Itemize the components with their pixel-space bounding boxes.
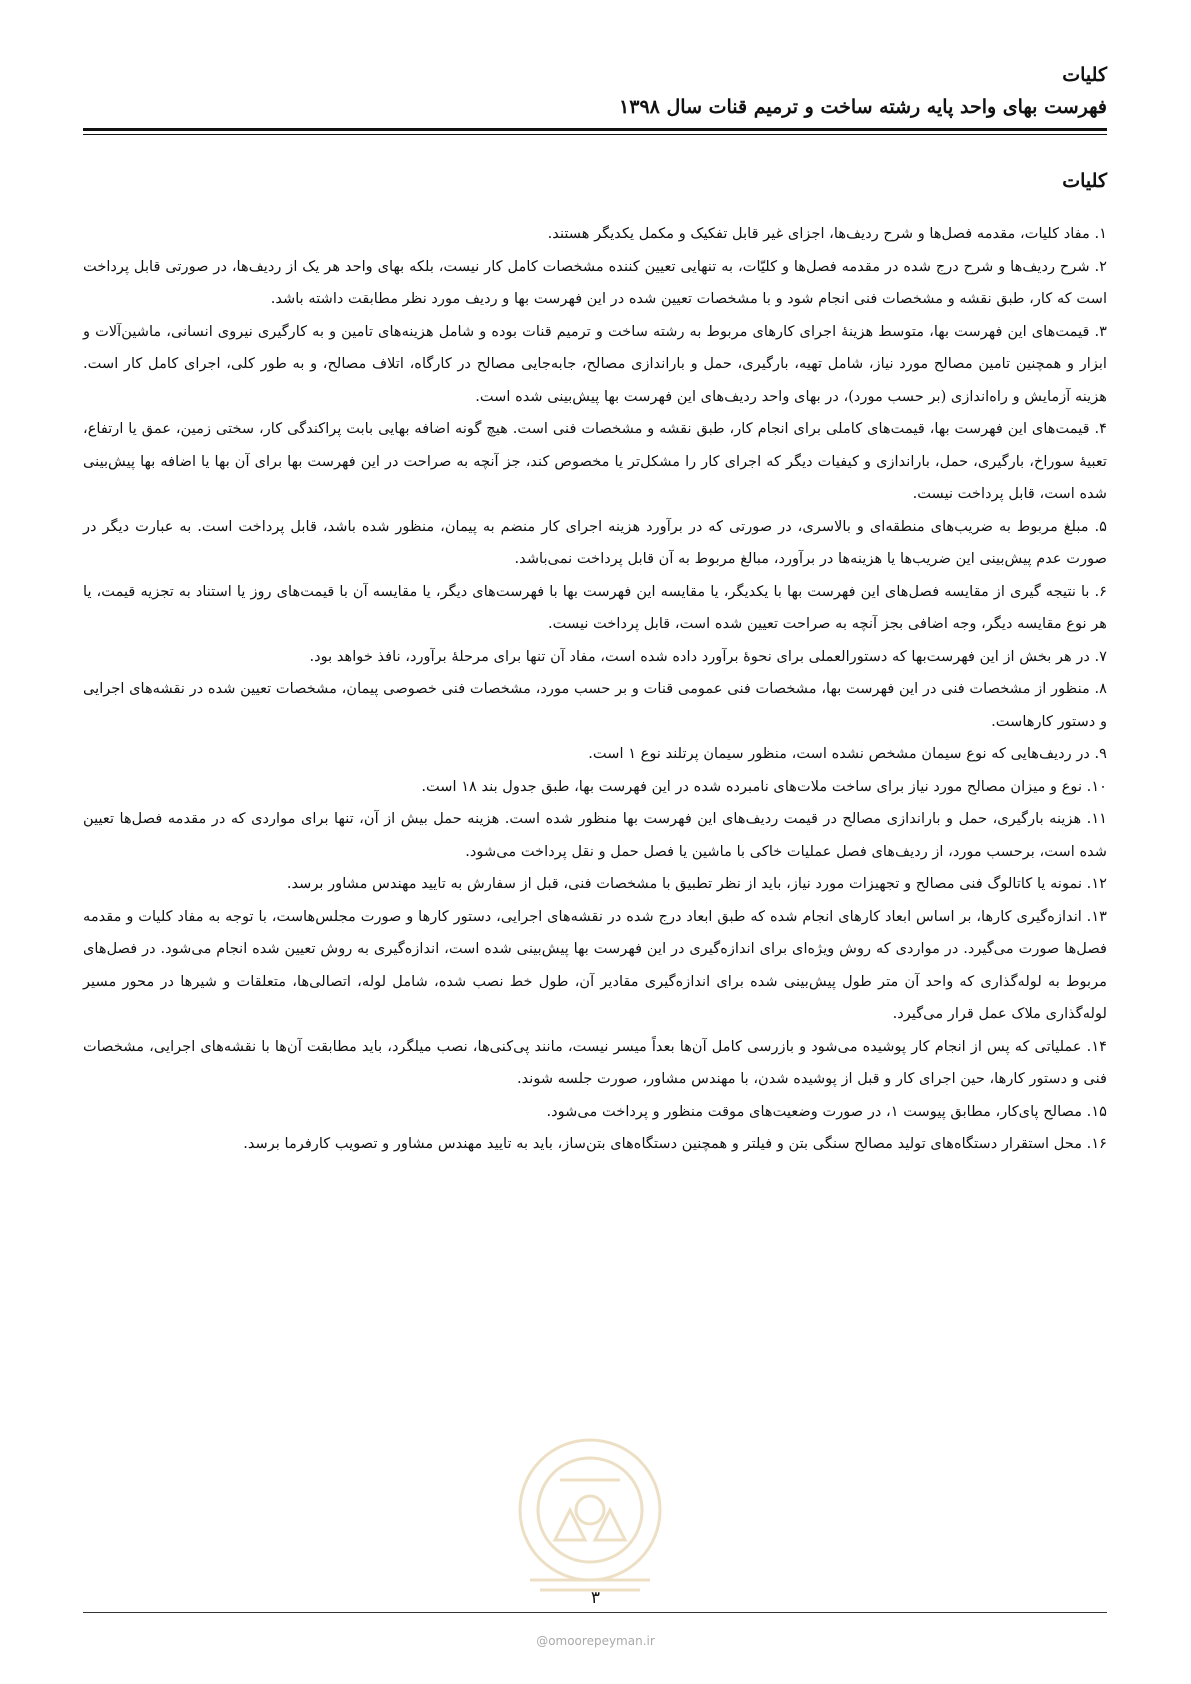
header-title: فهرست بهای واحد پایه رشته ساخت و ترمیم قنات سال ۱۳۹۸: [619, 96, 1107, 118]
paragraph-6: ۶. با نتیجه گیری از مقایسه فصل‌های این فهرست بها با یکدیگر، یا مقایسه این فهرست بها با فهرست‌های دیگر، یا مقایسه آن با قیمت‌های روز یا استناد به تجزیه قیمت، یا هر نوع مقایسه دیگر، وجه اضافی بجز آنچه به صراحت تعیین شده است، قابل پرداخت نیست.: [83, 582, 1107, 632]
paragraph-11: ۱۱. هزینه بارگیری، حمل و باراندازی مصالح در قیمت ردیف‌های این فهرست بها منظور شده است. هزینه حمل بیش از آن، تنها برای مواردی که در مقدمه فصل‌ها تعیین شده است، برحسب مورد، از ردیف‌های فصل عملیات خاکی با ماشین یا فصل حمل و نقل پرداخت می‌شود.: [83, 810, 1107, 860]
section-title: کلیات: [1062, 170, 1107, 192]
header-chapter: کلیات: [1062, 64, 1107, 86]
paragraph-1: ۱. مفاد کلیات، مقدمه فصل‌ها و شرح ردیف‌ها، اجزای غیر قابل تفکیک و مکمل یکدیگر هستند.: [547, 225, 1107, 242]
body-text: [83, 218, 1107, 1161]
watermark-seal-icon: [510, 1430, 670, 1600]
paragraph-8: ۸. منظور از مشخصات فنی در این فهرست بها، مشخصات فنی عمومی قنات و بر حسب مورد، مشخصات فنی خصوصی پیمان، مشخصات تعیین شده در نقشه‌های اجرایی و دستور کارهاست.: [83, 680, 1107, 730]
paragraph-10: ۱۰. نوع و میزان مصالح مورد نیاز برای ساخت ملات‌های نامبرده شده در این فهرست بها، طبق جدول بند ۱۸ است.: [421, 777, 1107, 795]
paragraph-3: ۳. قیمت‌های این فهرست بها، متوسط هزینهٔ اجرای کارهای مربوط به رشته ساخت و ترمیم قنات بوده و شامل هزینه‌های تامین و به کارگیری نیروی انسانی، ماشین‌آلات و ابزار و همچنین تامین مصالح مورد نیاز، شامل تهیه، بارگیری، حمل و باراندازی مصالح، جابه‌جایی مصالح در کارگاه، اتلاف مصالح، و به طور کلی، اجرای کامل کار است. هزینه آزمایش و راه‌اندازی (بر حسب مورد)، در بهای واحد ردیف‌های این فهرست بها پیش‌بینی شده است.: [83, 322, 1107, 405]
paragraph-9: ۹. در ردیف‌هایی که نوع سیمان مشخص نشده است، منظور سیمان پرتلند نوع ۱ است.: [588, 745, 1107, 762]
paragraph-13: ۱۳. اندازه‌گیری کارها، بر اساس ابعاد کارهای انجام شده که طبق ابعاد درج شده در نقشه‌های اجرایی، دستور کارها و صورت مجلس‌هاست، با توجه به مفاد کلیات و مقدمه فصل‌ها صورت می‌گیرد. در مواردی که روش ویژه‌ای برای اندازه‌گیری در این فهرست بها پیش‌بینی شده است، اندازه‌گیری به روش تعیین شده انجام می‌شود. در فصل‌های مربوط به لوله‌گذاری که واحد آن متر طول پیش‌بینی شده برای اندازه‌گیری مقادیر آن، طول خط نصب شده، شامل لوله، اتصالی‌ها، متعلقات و شیرها در محور مسیر لوله‌گذاری ملاک عمل قرار می‌گیرد.: [83, 907, 1107, 1022]
paragraph-7: ۷. در هر بخش از این فهرست‌بها که دستورالعملی برای نحوهٔ برآورد داده شده است، مفاد آن تنها برای مرحلهٔ برآورد، نافذ خواهد بود.: [309, 647, 1107, 665]
paragraph-16: ۱۶. محل استقرار دستگاه‌های تولید مصالح سنگی بتن و فیلتر و همچنین دستگاه‌های بتن‌ساز، باید به تایید مهندس مشاور و تصویب کارفرما برسد.: [243, 1135, 1107, 1152]
paragraph-14: ۱۴. عملیاتی که پس از انجام کار پوشیده می‌شود و بازرسی کامل آن‌ها بعداً میسر نیست، مانند پی‌کنی‌ها، نصب میلگرد، باید مطابقت آن‌ها با نقشه‌های اجرایی، مشخصات فنی و دستور کارها، حین اجرای کار و قبل از پوشیده شدن، با مهندس مشاور، صورت جلسه شوند.: [83, 1037, 1107, 1087]
paragraph-15: ۱۵. مصالح پای‌کار، مطابق پیوست ۱، در صورت وضعیت‌های موقت منظور و پرداخت می‌شود.: [546, 1102, 1107, 1120]
header-rule-thick: [83, 128, 1107, 131]
page-header: [83, 58, 1107, 122]
paragraph-12: ۱۲. نمونه یا کاتالوگ فنی مصالح و تجهیزات مورد نیاز، باید از نظر تطبیق با مشخصات فنی، قبل از سفارش به تایید مهندس مشاور برسد.: [286, 875, 1107, 892]
header-rule-thin: [83, 134, 1107, 135]
paragraph-4: ۴. قیمت‌های این فهرست بها، قیمت‌های کاملی برای انجام کار، طبق نقشه و مشخصات فنی است. هیچ گونه اضافه بهایی بابت پراکندگی کار، سختی زمین، عمق یا ارتفاع، تعبیهٔ سوراخ، بارگیری، حمل، باراندازی و کیفیات دیگر که اجرای کار را مشکل‌تر یا مخصوص کند، جز آنچه به صراحت در این فهرست بها برای آن بها یا اضافه بها پیش‌بینی شده است، قابل پرداخت نیست.: [83, 420, 1107, 502]
site-watermark-text: @omoorepeyman.ir: [536, 1634, 655, 1648]
paragraph-5: ۵. مبلغ مربوط به ضریب‌های منطقه‌ای و بالاسری، در صورتی که در برآورد هزینه اجرای کار منضم به پیمان، منظور شده باشد، قابل پرداخت است. به عبارت دیگر در صورت عدم پیش‌بینی این ضریب‌ها یا هزینه‌ها در برآورد، مبالغ مربوط به آن قابل پرداخت نمی‌باشد.: [83, 517, 1107, 567]
paragraph-2: ۲. شرح ردیف‌ها و شرح درج شده در مقدمه فصل‌ها و کلیّات، به تنهایی تعیین کننده مشخصات کامل کار نیست، بلکه بهای واحد هر یک از ردیف‌ها، در صورتی قابل پرداخت است که کار، طبق نقشه و مشخصات فنی انجام شود و با مشخصات تعیین شده در این فهرست بها و ردیف مورد نظر مطابقت داشته باشد.: [83, 257, 1107, 307]
page-number: ۳: [590, 1588, 601, 1608]
footer-rule: [83, 1612, 1107, 1613]
